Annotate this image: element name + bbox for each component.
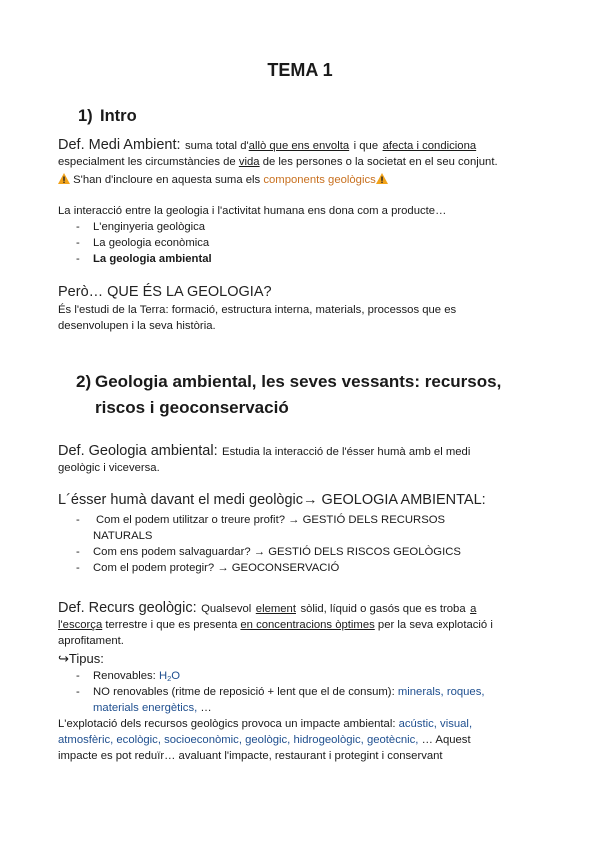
def-underline: afecta i condiciona	[382, 140, 477, 152]
def-term-medi-ambient: Def. Medi Ambient:	[58, 137, 181, 153]
impact-types: acústic, visual,	[398, 718, 473, 730]
impact-text: L'explotació dels recursos geològics provoca un impacte ambiental:	[58, 718, 396, 730]
def-text: especialment les circumstàncies de	[58, 156, 236, 168]
def-underline: element	[255, 603, 296, 615]
bullet-dash: -	[76, 514, 80, 526]
def-text: per la seva explotació i	[377, 619, 493, 631]
impact-line3: impacte es pot reduïr… avaluant l'impacte, restaurant i protegint i conservant	[58, 750, 443, 762]
def-medi-ambient-line2	[58, 156, 498, 168]
section-1-heading: Intro	[100, 107, 137, 125]
def-text: i que	[353, 140, 379, 152]
def-geologia-ambiental-line2: geològic i viceversa.	[58, 462, 160, 474]
def-term-recurs: Def. Recurs geològic:	[58, 600, 197, 616]
bullet-dash: -	[76, 221, 80, 233]
list-item: Com el podem utilitzar o treure profit? → GESTIÓ DELS RECURSOS	[96, 514, 446, 526]
impact-line2	[58, 734, 471, 746]
impact-line1	[58, 718, 472, 730]
bullet-dash: -	[76, 670, 80, 682]
no-renovables-label: NO renovables (ritme de reposició + lent que el de consum):	[93, 686, 395, 698]
list-item-no-renovables-cont	[93, 702, 212, 714]
list-item: Com el podem protegir? → GEOCONSERVACIÓ	[93, 562, 340, 574]
section-2-heading-line1: Geologia ambiental, les seves vessants: recursos,	[95, 372, 502, 391]
section-2-number: 2)	[76, 372, 92, 391]
bullet-dash: -	[76, 546, 80, 558]
def-term-geologia-ambiental: Def. Geologia ambiental:	[58, 443, 218, 459]
def-text: S'han d'incloure en aquesta suma els	[73, 174, 261, 186]
subheading-pero: Però… QUE ÉS LA GEOLOGIA?	[58, 284, 272, 300]
bullet-dash: -	[76, 562, 80, 574]
def-underline: a	[470, 603, 477, 615]
def-recurs-line2	[58, 619, 493, 631]
def-underline: vida	[238, 156, 260, 168]
bullet-dash: -	[76, 237, 80, 249]
ellipsis: …	[200, 702, 212, 714]
renovables-value: $H_2O$	[158, 670, 181, 683]
warning-icon	[58, 173, 70, 184]
def-text: suma total d'	[184, 140, 249, 152]
list-item: Com ens podem salvaguardar? → GESTIÓ DELS RISCOS GEOLÒGICS	[93, 546, 461, 558]
def-text: sòlid, líquid o gasós que es troba	[300, 603, 466, 615]
bullet-dash: -	[76, 686, 80, 698]
list-item: La geologia ambiental	[93, 253, 212, 265]
def-underline: l'escorça	[58, 619, 103, 631]
def-text: terrestre i que es presenta	[105, 619, 238, 631]
renovables-label: Renovables:	[93, 670, 156, 682]
bullet-dash: -	[76, 253, 80, 265]
highlight-components: components geològics	[263, 174, 376, 186]
warning-icon	[376, 173, 388, 184]
list-item-continuation: NATURALS	[93, 530, 153, 542]
def-text: Estudia la interacció de l'ésser humà amb el medi	[222, 446, 471, 458]
no-renovables-value: materials energètics,	[93, 702, 198, 714]
tipus-label: ↪Tipus:	[58, 651, 104, 666]
section-1-number: 1)	[78, 107, 93, 125]
subheading-esser-huma: L´ésser humà davant el medi geològic→ GEOLOGIA AMBIENTAL:	[58, 492, 486, 508]
def-recurs-line1	[58, 599, 476, 617]
list-item: L'enginyeria geològica	[93, 221, 206, 233]
def-medi-ambient-line3	[58, 173, 388, 186]
geo-definition-line2: desenvolupen i la seva història.	[58, 320, 216, 332]
list-item-no-renovables	[93, 686, 485, 698]
def-underline: en concentracions òptimes	[240, 619, 375, 631]
intro-line: La interacció entre la geologia i l'activitat humana ens dona com a producte…	[58, 205, 447, 217]
def-underline: allò que ens envolta	[248, 140, 350, 152]
impact-types: atmosfèric, ecològic, socioeconòmic, geològic, hidrogeològic, geotècnic,	[58, 734, 419, 746]
list-item: La geologia econòmica	[93, 237, 210, 249]
section-2-heading-line2: riscos i geoconservació	[95, 398, 289, 417]
geo-definition-line1: És l'estudi de la Terra: formació, estructura interna, materials, processos que es	[58, 304, 457, 316]
page-title: TEMA 1	[267, 60, 333, 80]
impact-text: … Aquest	[421, 734, 471, 746]
def-text: de les persones o la societat en el seu conjunt.	[262, 156, 498, 168]
list-item-renovables	[93, 670, 180, 683]
no-renovables-value: minerals, roques,	[397, 686, 485, 698]
def-recurs-line3: aprofitament.	[58, 635, 124, 647]
def-geologia-ambiental-line1	[58, 442, 470, 460]
def-medi-ambient-line1	[58, 136, 476, 154]
def-text: Qualsevol	[201, 603, 252, 615]
